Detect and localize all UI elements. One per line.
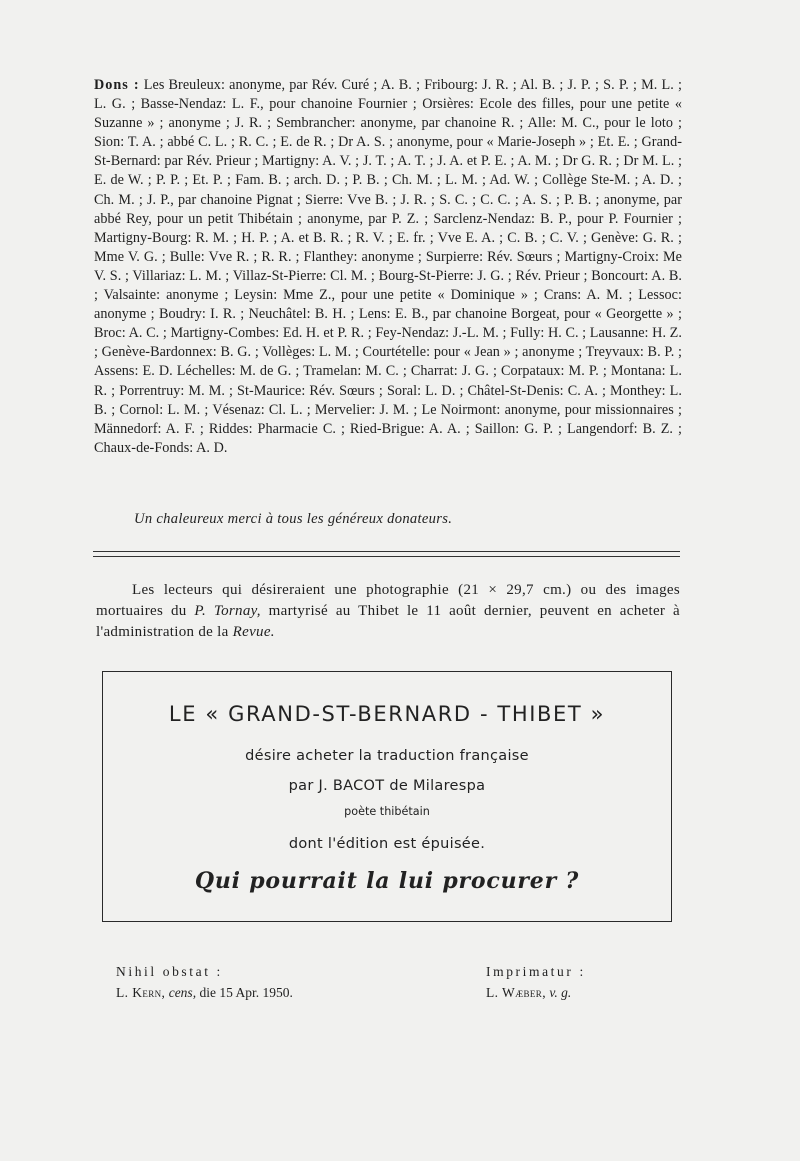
nihil-obstat-role: cens, (168, 985, 197, 1000)
readers-notice-text-1: Les lecteurs qui désireraient une photographie (21 × 29,7 cm.) ou des images mortuaires du (96, 582, 680, 619)
advertisement-title: LE « GRAND-ST-BERNARD - THIBET » (168, 702, 606, 726)
imprimatur-role: v. g. (549, 985, 572, 1000)
advertisement-question: Qui pourrait la lui procurer ? (194, 868, 580, 894)
advertisement-line-3: poète thibétain (344, 805, 430, 818)
divider-rule-bottom (93, 556, 680, 557)
imprimatur-title: Imprimatur : (486, 964, 586, 979)
advertisement-box (102, 671, 672, 922)
thanks-line: Un chaleureux merci à tous les généreux donateurs. (134, 511, 453, 527)
advertisement-line-4: dont l'édition est épuisée. (288, 836, 486, 852)
nihil-obstat-name: L. Kern, (116, 985, 166, 1000)
nihil-obstat-block (116, 961, 293, 1003)
readers-notice-revue: Revue. (232, 624, 275, 640)
advertisement-line-1: désire acheter la traduction française (245, 748, 529, 764)
advertisement-line-2: par J. BACOT de Milarespa (288, 778, 486, 794)
nihil-obstat-title: Nihil obstat : (116, 964, 223, 979)
readers-notice-text-2: martyrisé au Thibet le 11 août dernier, peuvent en acheter à l'administration de la (96, 603, 680, 640)
readers-notice-name: P. Tornay, (194, 603, 261, 619)
nihil-obstat-date: die 15 Apr. 1950. (199, 985, 293, 1000)
divider-rule-top (93, 551, 680, 552)
donations-text: Les Breuleux: anonyme, par Rév. Curé ; A. B. ; Fribourg: J. R. ; Al. B. ; J. P. ; S. P. ; M. L. ; L. G. ; Basse-Nendaz: L. F., pour chanoine Fournier ; Orsières: Ecole des filles, pour une petite « Suzanne » ; anonyme ; J. R. ; Sembrancher: anonyme, par chanoine R. ; Alle: M. C., pour le loto ; Sion: T. A. ; abbé C. L. ; R. C. ; E. de R. ; Dr A. S. ; anonyme, pour « Marie-Joseph » ; Et. E. ; Grand-St-Bernard: par Rév. Prieur ; Martigny: A. V. ; J. T. ; A. T. ; J. A. et P. E. ; A. M. ; Dr G. R. ; Dr M. L. ; E. de W. ; P. P. ; Et. P. ; Fam. B. ; arch. D. ; P. B. ; Ch. M. ; L. M. ; Ad. W. ; Collège Ste-M. ; A. D. ; Ch. M. ; J. P., par chanoine Pignat ; Sierre: Vve B. ; J. R. ; S. C. ; C. C. ; A. S. ; P. B. ; anonyme, par abbé Rey, pour un petit Thibétain ; anonyme, par P. Z. ; Sarclenz-Nendaz: B. P., pour P. Fournier ; Martigny-Bourg: R. M. ; H. P. ; A. et B. R. ; R. V. ; E. fr. ; Vve E. A. ; C. B. ; C. V. ; Genève: G. R. ; Mme V. G. ; Bulle: Vve R. ; R. R. ; Flanthey: anonyme ; Surpierre: Rév. Sœurs ; Martigny-Croix: Me V. S. ; Villariaz: L. M. ; Villaz-St-Pierre: Cl. M. ; Bourg-St-Pierre: J. G. ; Rév. Prieur ; Boncourt: A. B. ; Valsainte: anonyme ; Leysin: Mme Z., pour une petite « Dominique » ; Crans: A. M. ; Lessoc: anonyme ; Boudry: I. R. ; Neuchâtel: B. H. ; Lens: E. B., par chanoine Borgeat, pour « Georgette » ; Broc: A. C. ; Martigny-Combes: Ed. H. et P. R. ; Fey-Nendaz: J.-L. M. ; Fully: H. C. ; Lausanne: H. Z. ; Genève-Bardonnex: B. G. ; Vollèges: L. M. ; Courtételle: pour « Jean » ; anonyme ; Treyvaux: B. P. ; Assens: E. D. Léchelles: M. de G. ; Tramelan: M. C. ; Charrat: J. G. ; Corpataux: M. P. ; Montana: L. R. ; Porrentruy: M. M. ; St-Maurice: Rév. Sœurs ; Soral: L. D. ; Châtel-St-Denis: C. A. ; Monthey: L. B. ; Cornol: L. M. ; Vésenaz: Cl. L. ; Mervelier: J. M. ; Le Noirmont: anonyme, pour missionnaires ; Männedorf: A. F. ; Riddes: Pharmacie C. ; Ried-Brigue: A. A. ; Saillon: G. P. ; Langendorf: B. Z. ; Chaux-de-Fonds: A. D. (94, 77, 682, 456)
donations-lead: Dons : (94, 77, 140, 93)
donations-paragraph (94, 76, 682, 458)
imprimatur-block (486, 961, 586, 1003)
readers-notice (96, 580, 680, 643)
imprimatur-name: L. Wæber, (486, 985, 546, 1000)
